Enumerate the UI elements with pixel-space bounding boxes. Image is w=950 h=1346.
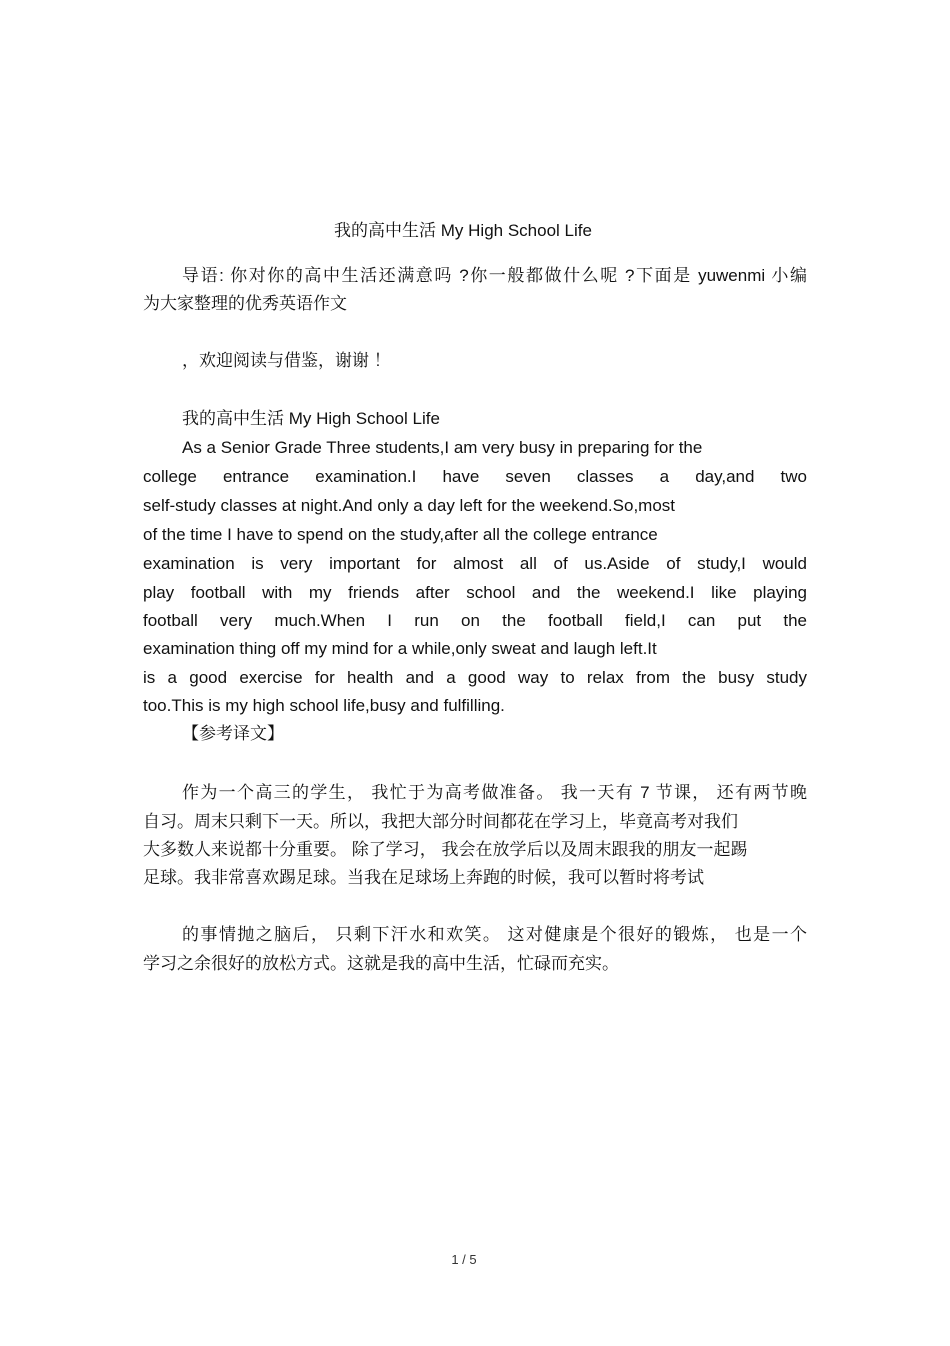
intro-line-1: 导语: 你对你的高中生活还满意吗 ?你一般都做什么呢 ?下面是 yuwenmi 小编 [182, 266, 807, 285]
english-line: As a Senior Grade Three students,I am very busy in preparing for the [182, 438, 703, 457]
chinese-line: 的事情抛之脑后， 只剩下汗水和欢笑。 这对健康是个很好的锻炼， 也是一个 [182, 925, 807, 944]
page-number: 1 / 5 [451, 1252, 477, 1267]
chinese-line: 作为一个高三的学生， 我忙于为高考做准备。 我一天有 7 节课， 还有两节晚 [182, 783, 807, 802]
intro-line-3: ，欢迎阅读与借鉴，谢谢 ！ [182, 351, 391, 370]
document-title: 我的高中生活 My High School Life [334, 221, 592, 240]
chinese-line: 大多数人来说都十分重要。 除了学习， 我会在放学后以及周末跟我的朋友一起踢 [143, 840, 748, 859]
english-line: too.This is my high school life,busy and fulfilling. [143, 696, 505, 715]
chinese-line: 学习之余很好的放松方式。这就是我的高中生活，忙碌而充实。 [143, 954, 619, 973]
english-line: is a good exercise for health and a good way to relax from the busy study [143, 668, 807, 687]
english-line: football very much.When I run on the football field,I can put the [143, 611, 807, 630]
intro-line-2: 为大家整理的优秀英语作文 [143, 294, 347, 313]
english-line: examination thing off my mind for a while,only sweat and laugh left.It [143, 639, 657, 658]
english-line: college entrance examination.I have seven classes a day,and two [143, 467, 807, 486]
english-line: of the time I have to spend on the study,after all the college entrance [143, 525, 658, 544]
chinese-line: 足球。我非常喜欢踢足球。当我在足球场上奔跑的时候，我可以暂时将考试 [143, 868, 704, 887]
chinese-line: 自习。周末只剩下一天。所以，我把大部分时间都花在学习上，毕竟高考对我们 [143, 812, 738, 831]
english-line: play football with my friends after school and the weekend.I like playing [143, 583, 807, 602]
english-line: examination is very important for almost all of us.Aside of study,I would [143, 554, 807, 573]
essay-heading: 我的高中生活 My High School Life [182, 409, 440, 428]
reference-heading: 【参考译文】 [182, 724, 284, 743]
english-line: self-study classes at night.And only a day left for the weekend.So,most [143, 496, 676, 515]
